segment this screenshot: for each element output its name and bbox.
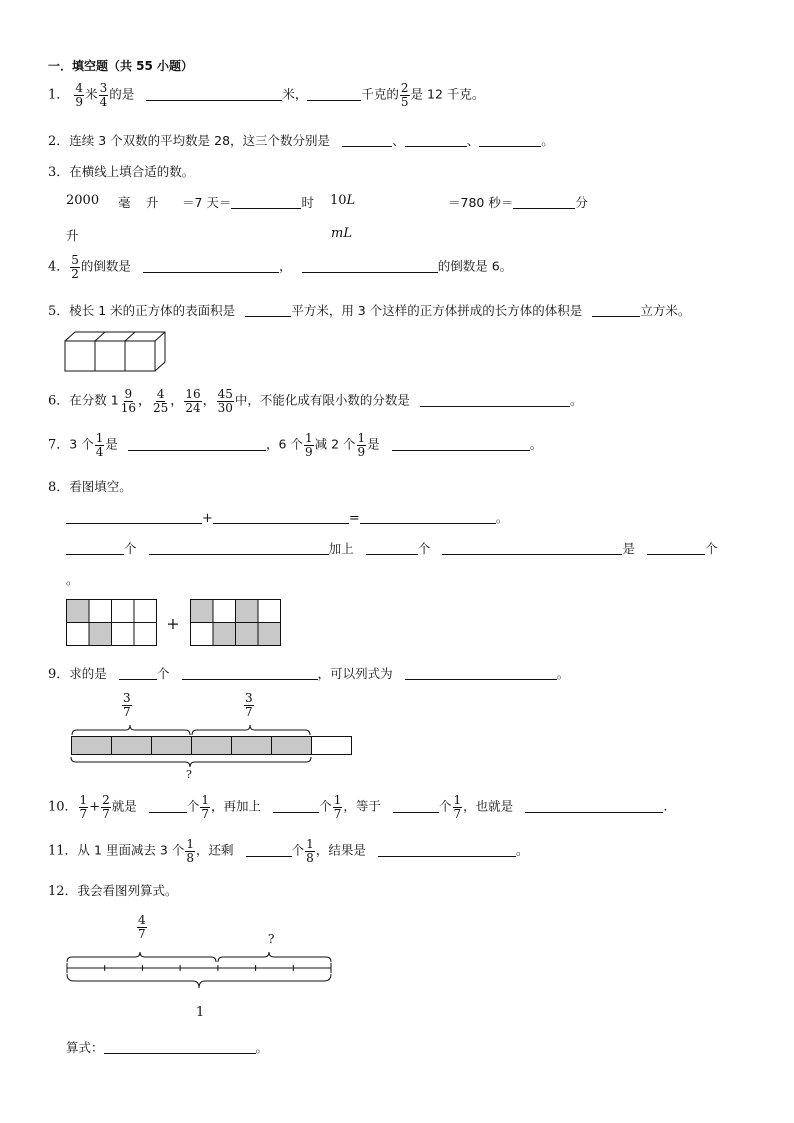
q8-answer-blank-5[interactable]: [149, 541, 329, 555]
q6-fraction-45-30: $\frac{45}{30}$: [217, 387, 233, 415]
q6-fraction-9-16: $\frac{9}{16}$: [120, 387, 136, 415]
q2-answer-blank-1[interactable]: [342, 133, 392, 147]
q10-fraction-1-7-c: $\frac{1}{7}$: [333, 793, 342, 821]
q4-fraction-5-2: $\frac{5}{2}$: [71, 253, 79, 281]
q8-answer-blank-4[interactable]: [66, 541, 124, 555]
q3-row-seconds: ＝780 秒＝ 分: [448, 195, 588, 210]
q9-bar-figure: [66, 722, 356, 772]
q8-answer-blank-6[interactable]: [366, 541, 418, 555]
q10-answer-blank-1[interactable]: [149, 799, 187, 813]
q8-period: 。: [66, 572, 79, 587]
q10-fraction-1-7-d: $\frac{1}{7}$: [453, 793, 462, 821]
q3-left-sheng-2: 升: [66, 228, 79, 243]
q11-answer-blank-2[interactable]: [378, 843, 516, 857]
q7-fraction-1-9-a: $\frac{1}{9}$: [304, 431, 313, 459]
q8-equation-row: + = 。: [66, 508, 508, 526]
q3-left-hao: 毫: [118, 195, 131, 210]
q6-fraction-4-25: $\frac{4}{25}$: [153, 387, 169, 415]
q8-answer-blank-3[interactable]: [360, 510, 496, 524]
q12-answer-blank[interactable]: [104, 1040, 256, 1054]
q3-left-2000: 2000: [66, 193, 100, 208]
q1-answer-blank-1[interactable]: [146, 87, 282, 101]
q1-fraction-2-5: $\frac{2}{5}$: [400, 81, 409, 109]
q5-answer-blank-2[interactable]: [592, 303, 640, 317]
question-11: 11．从 1 里面减去 3 个 $\frac{1}{8}$ ，还剩 个 $\frac{1}{8}$ ，结果是 。: [48, 837, 529, 865]
q8-answer-blank-7[interactable]: [442, 541, 622, 555]
q12-whole-label: 1: [196, 1005, 205, 1020]
q7-answer-blank-2[interactable]: [392, 437, 530, 451]
question-12: 12．我会看图列算式。: [48, 883, 178, 899]
question-3: 3．在横线上填合适的数。: [48, 164, 195, 180]
q7-answer-blank-1[interactable]: [128, 437, 266, 451]
q10-answer-blank-4[interactable]: [525, 799, 663, 813]
q3-answer-blank-hours[interactable]: [231, 195, 301, 209]
q4-answer-blank-1[interactable]: [143, 259, 279, 273]
q6-answer-blank[interactable]: [420, 393, 570, 407]
question-8: 8．看图填空。: [48, 479, 132, 495]
q8-sentence-row: 个 加上 个 是 个: [66, 539, 718, 557]
q3-unit-mL: mL: [331, 226, 352, 241]
q9-label-3-7-left: $\frac{3}{7}$: [123, 691, 131, 719]
q9-answer-blank-1[interactable]: [119, 666, 157, 680]
q6-fraction-16-24: $\frac{16}{24}$: [185, 387, 201, 415]
q10-answer-blank-3[interactable]: [393, 799, 439, 813]
q12-question-mark: ?: [268, 932, 275, 946]
question-6: 6．在分数 1 $\frac{9}{16}$ ， $\frac{4}{25}$ ， $\frac{16}{24}$ ， $\frac{45}{30}$ 中，不能化成有限小数的分数是 。: [48, 387, 583, 415]
section-title: 一．填空题（共 55 小题）: [48, 59, 194, 73]
question-7: 7．3 个 $\frac{1}{4}$ 是 ，6 个 $\frac{1}{9}$ 减 2 个 $\frac{1}{9}$ 是 。: [48, 431, 543, 459]
q3-row-days: ＝7 天＝ 时: [182, 195, 314, 210]
q8-grid-figure: [66, 599, 282, 649]
q8-answer-blank-2[interactable]: [213, 510, 349, 524]
question-5: 5．棱长 1 米的正方体的表面积是 平方米，用 3 个这样的正方体拼成的长方体的体积是 立方米。: [48, 303, 691, 319]
q9-question-mark: ?: [186, 768, 192, 781]
question-1: 1． $\frac{4}{9}$ 米 $\frac{3}{4}$ 的是 米， 千克的 $\frac{2}{5}$ 是 12 千克。: [48, 81, 485, 109]
q7-fraction-1-9-b: $\frac{1}{9}$: [357, 431, 366, 459]
q8-plus-sign: +: [166, 614, 180, 633]
q3-value-10L: 10L: [330, 193, 356, 208]
q11-fraction-1-8-a: $\frac{1}{8}$: [186, 837, 194, 865]
q1-answer-blank-2[interactable]: [307, 87, 361, 101]
question-2: 2．连续 3 个双数的平均数是 28，这三个数分别是 、 、 。: [48, 133, 554, 149]
q7-fraction-1-4: $\frac{1}{4}$: [95, 431, 104, 459]
q4-answer-blank-2[interactable]: [302, 259, 438, 273]
q8-answer-blank-8[interactable]: [647, 541, 705, 555]
q1-fraction-3-4: $\frac{3}{4}$: [99, 81, 108, 109]
q5-three-cubes-figure: [64, 331, 168, 373]
question-9: 9．求的是 个 ，可以列式为 。: [48, 666, 570, 682]
q9-answer-blank-2[interactable]: [182, 666, 318, 680]
q9-answer-blank-3[interactable]: [405, 666, 557, 680]
question-4: 4． $\frac{5}{2}$ 的倒数是 ， 的倒数是 6。: [48, 253, 513, 281]
q3-left-sheng: 升: [146, 195, 159, 210]
q1-fraction-4-9: $\frac{4}{9}$: [75, 81, 84, 109]
q9-label-3-7-right: $\frac{3}{7}$: [245, 691, 253, 719]
q10-fraction-1-7-b: $\frac{1}{7}$: [201, 793, 210, 821]
q10-answer-blank-2[interactable]: [273, 799, 319, 813]
q11-answer-blank-1[interactable]: [246, 843, 292, 857]
q8-answer-blank-1[interactable]: [66, 510, 202, 524]
question-10: 10． $\frac{1}{7}$ + $\frac{2}{7}$ 就是 个 $\frac{1}{7}$ ，再加上 个 $\frac{1}{7}$ ，等于 个 $\frac{1}{7}$ ，也就是 .: [48, 793, 668, 821]
q10-fraction-1-7-a: $\frac{1}{7}$: [79, 793, 88, 821]
q2-answer-blank-2[interactable]: [405, 133, 467, 147]
q12-number-line-figure: [64, 948, 336, 1010]
q1-number: 1．: [48, 87, 70, 103]
q12-formula-row: 算式： 。: [66, 1040, 269, 1055]
q12-label-4-7: $\frac{4}{7}$: [138, 913, 146, 941]
q10-fraction-2-7: $\frac{2}{7}$: [102, 793, 110, 821]
q5-answer-blank-1[interactable]: [245, 303, 291, 317]
q3-answer-blank-minutes[interactable]: [513, 195, 575, 209]
q11-fraction-1-8-b: $\frac{1}{8}$: [306, 837, 314, 865]
q2-answer-blank-3[interactable]: [479, 133, 541, 147]
